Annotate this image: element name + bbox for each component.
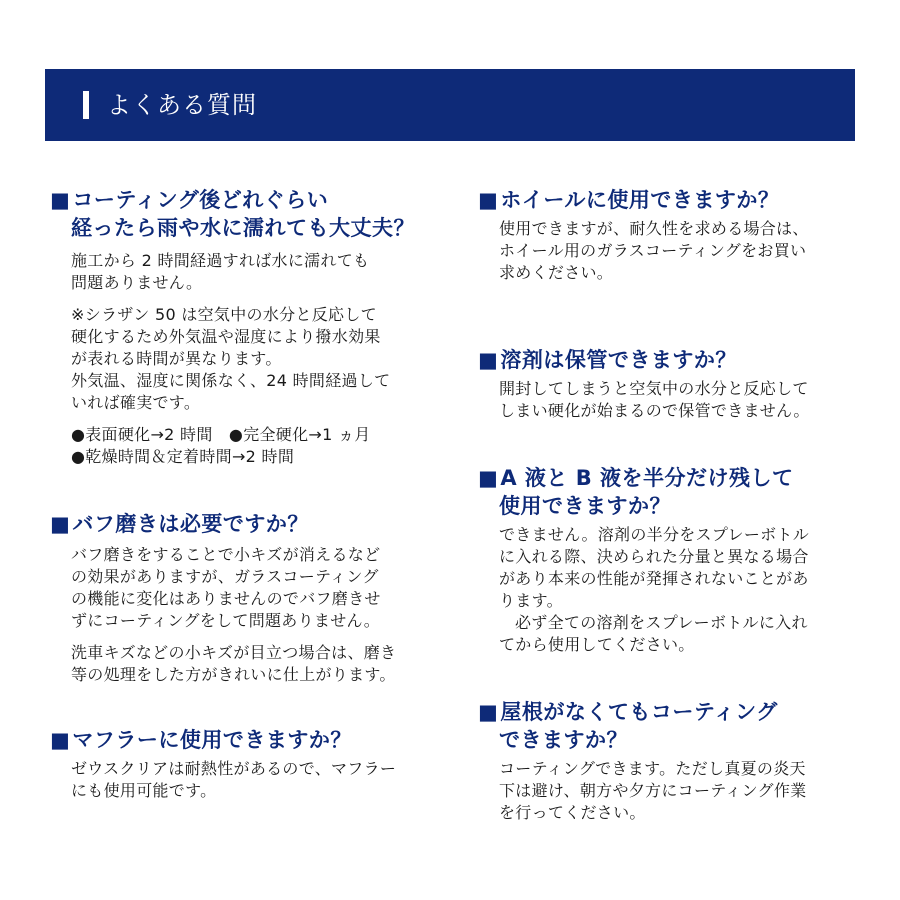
faq-item <box>478 464 870 656</box>
faq-answer: 開封してしまうと空気中の水分と反応して しまい硬化が始まるので保管できません。 <box>499 379 810 420</box>
faq-answer: バフ磨きをすることで小キズが消えるなど の効果がありますが、ガラスコーティング の機能に変化はありませんのでバフ磨きせ ずにコーティングをして問題ありません。 <box>71 545 381 630</box>
square-bullet-icon: ■ <box>478 466 499 490</box>
square-bullet-icon: ■ <box>50 728 71 752</box>
faq-question: ■マフラーに使用できますか？ <box>50 728 352 752</box>
faq-answer: できません。溶剤の半分をスプレーボトル に入れる際、決められた分量と異なる場合 があり本来の性能が発揮されないことがあ ります。 必ず全ての溶剤をスプレーボトルに入れ てから使用してください。 <box>499 525 810 654</box>
faq-answer: 施工から 2 時間経過すれば水に濡れても 問題ありません。 <box>71 251 370 292</box>
square-bullet-icon: ■ <box>50 188 71 212</box>
square-bullet-icon: ■ <box>50 512 71 536</box>
faq-question: ■A 液と B 液を半分だけ残して 使用できますか？ <box>478 466 794 518</box>
faq-answer: ゼウスクリアは耐熱性があるので、マフラー にも使用可能です。 <box>71 759 397 800</box>
faq-question: ■コーティング後どれぐらい 経ったら雨や水に濡れても大丈夫？ <box>50 188 415 240</box>
page-title: よくある質問 <box>107 91 257 119</box>
faq-item <box>50 186 442 468</box>
faq-question: ■バフ磨きは必要ですか？ <box>50 512 309 536</box>
faq-answer: 使用できますが、耐久性を求める場合は、 ホイール用のガラスコーティングをお買い 求めください。 <box>499 219 809 282</box>
faq-column-left <box>50 186 442 802</box>
faq-answer: コーティングできます。ただし真夏の炎天 下は避け、朝方や夕方にコーティング作業 を行ってください。 <box>499 759 807 822</box>
faq-item <box>478 698 870 824</box>
faq-answer-note: ※シラザン 50 は空気中の水分と反応して 硬化するため外気温や湿度により撥水効果 が表れる時間が異なります。 外気温、湿度に関係なく、24 時間経過して いれば確実です。 <box>71 305 391 412</box>
faq-item <box>50 726 442 802</box>
faq-item <box>478 346 870 422</box>
faq-item <box>478 186 870 284</box>
faq-column-right <box>478 186 870 824</box>
faq-answer-note: 洗車キズなどの小キズが目立つ場合は、磨き 等の処理をした方がきれいに仕上がります。 <box>71 643 397 684</box>
square-bullet-icon: ■ <box>478 348 499 372</box>
header-accent-bar <box>83 91 89 119</box>
square-bullet-icon: ■ <box>478 188 499 212</box>
faq-question: ■屋根がなくてもコーティング できますか？ <box>478 700 778 752</box>
faq-item <box>50 510 442 686</box>
faq-header <box>45 69 855 141</box>
faq-question: ■溶剤は保管できますか？ <box>478 348 737 372</box>
faq-answer-times: ●表面硬化→2 時間 ●完全硬化→1 ヵ月 ●乾燥時間＆定着時間→2 時間 <box>71 425 371 466</box>
faq-question: ■ホイールに使用できますか？ <box>478 188 780 212</box>
square-bullet-icon: ■ <box>478 700 499 724</box>
